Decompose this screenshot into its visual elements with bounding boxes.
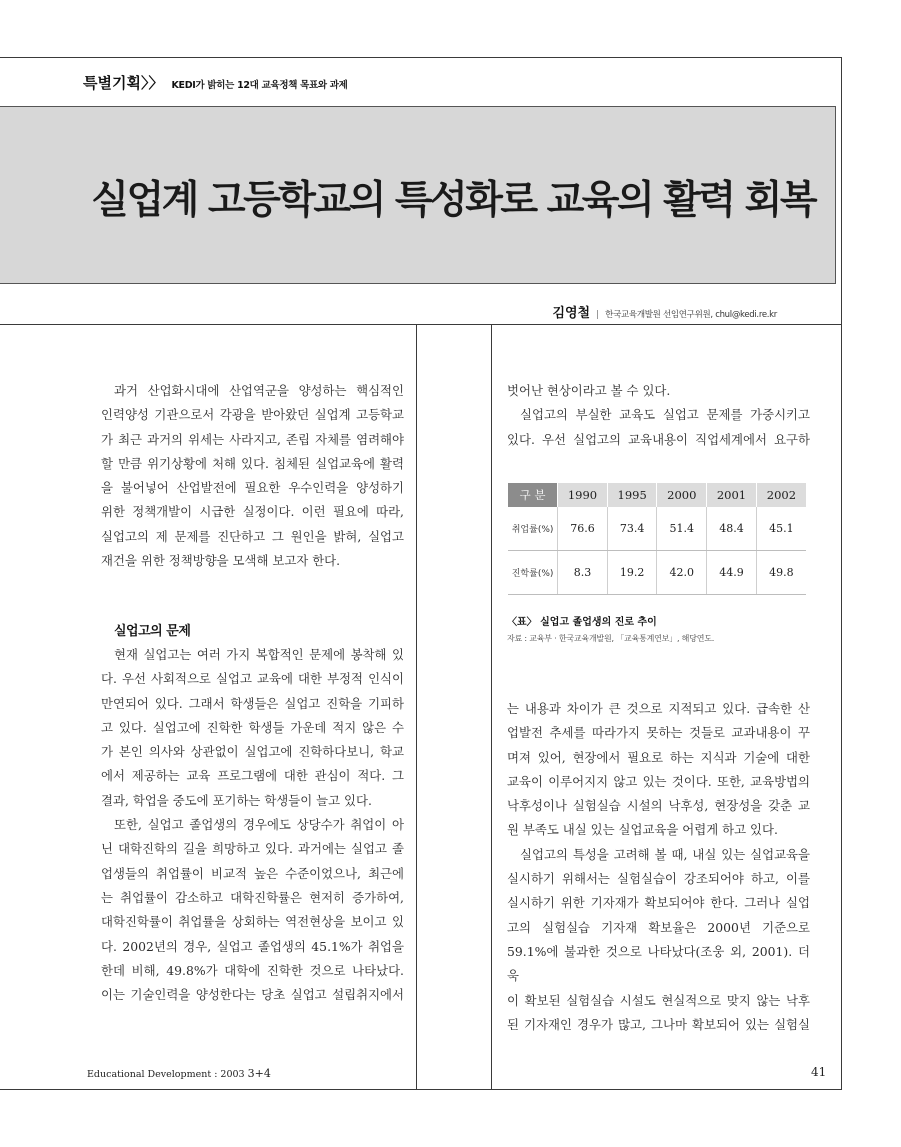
text-line: 원 부족도 내실 있는 실업교육을 어렵게 하고 있다.	[507, 822, 778, 838]
article-title: 실업계 고등학교의 특성화로 교육의 활력 회복	[91, 178, 815, 223]
text-line: 할 만큼 위기상황에 처해 있다. 침체된 실업교육에 활력	[101, 455, 404, 471]
text-line: 업생들의 취업률이 비교적 높은 수준이었으나, 최근에	[101, 865, 404, 881]
table-cell: 45.1	[756, 507, 806, 551]
text-line: 을 불어넣어 산업발전에 필요한 우수인력을 양성하기	[101, 480, 404, 496]
page-number: 41	[811, 1065, 827, 1079]
career-path-table	[508, 483, 806, 595]
text-line: 실업고의 부실한 교육도 실업고 문제를 가중시키고	[520, 407, 810, 423]
table-row	[508, 507, 806, 551]
text-line: 이 확보된 실험실습 시설도 현실적으로 맞지 않는 낙후	[507, 992, 810, 1008]
journal-issue: 3+4	[247, 1067, 271, 1080]
table-cell: 76.6	[558, 507, 608, 551]
author-rule	[0, 324, 842, 325]
table-cell: 51.4	[657, 507, 707, 551]
year-header: 2002	[756, 483, 806, 507]
left-column-body	[101, 643, 404, 1007]
table-header-row	[508, 483, 806, 507]
footer-journal	[87, 1067, 271, 1080]
text-line: 결과, 학업을 중도에 포기하는 학생들이 늘고 있다.	[101, 792, 372, 808]
left-column-intro	[101, 379, 404, 573]
text-line: 또한, 실업고 졸업생의 경우에도 상당수가 취업이 아	[114, 817, 404, 833]
year-header: 1990	[558, 483, 608, 507]
table-header-label: 구 분	[508, 483, 558, 507]
text-line: 업발전 추세를 따라가지 못하는 것들로 교과내용이 꾸	[507, 725, 810, 741]
section-label: 특별기획〉〉	[83, 74, 164, 92]
right-frame-rule	[841, 57, 842, 1090]
text-line: 대학진학률이 취업률을 상회하는 역전현상을 보이고 있	[101, 914, 404, 930]
table-cell: 48.4	[707, 507, 757, 551]
text-line: 된 기자재인 경우가 많고, 그나마 확보되어 있는 실험실	[507, 1016, 810, 1032]
table-cell: 8.3	[558, 551, 608, 595]
text-line: 가 최근 과거의 위세는 사라지고, 존립 자체를 염려해야	[101, 431, 404, 447]
table-row	[508, 551, 806, 595]
journal-name: Educational Development : 2003	[87, 1069, 245, 1080]
text-line: 이는 기술인력을 양성한다는 당초 실업고 설립취지에서	[101, 987, 404, 1003]
text-line: 실업고의 제 문제를 진단하고 그 원인을 밝혀, 실업고	[101, 528, 404, 544]
section-subtitle: KEDI가 밝히는 12대 교육정책 목표와 과제	[171, 80, 348, 91]
author-affiliation: 한국교육개발원 선임연구위원, chul@kedi.re.kr	[605, 310, 777, 320]
section-heading: 실업고의 문제	[114, 624, 191, 639]
table-cell: 49.8	[756, 551, 806, 595]
text-line: 만연되어 있다. 그래서 학생들은 실업고 진학을 기피하	[101, 695, 404, 711]
text-line: 며져 있어, 현장에서 필요로 하는 지식과 기술에 대한	[507, 749, 810, 765]
bottom-rule	[0, 1089, 842, 1090]
column-divider-right	[491, 324, 492, 1090]
title-banner	[0, 106, 836, 284]
text-line: 닌 대학진학의 길을 희망하고 있다. 과거에는 실업고 졸	[101, 841, 404, 857]
text-line: 다. 2002년의 경우, 실업고 졸업생의 45.1%가 취업을	[101, 938, 404, 954]
text-line: 있다. 우선 실업고의 교육내용이 직업세계에서 요구하	[507, 431, 810, 447]
text-line: 에서 제공하는 교육 프로그램에 대한 관심이 적다. 그	[101, 768, 404, 784]
table-cell: 19.2	[607, 551, 657, 595]
table-cell: 44.9	[707, 551, 757, 595]
text-line: 실시하기 위해서는 실험실습이 강조되어야 하고, 이를	[507, 871, 810, 887]
text-line: 는 내용과 차이가 큰 것으로 지적되고 있다. 급속한 산	[507, 701, 810, 716]
text-line: 고 있다. 실업고에 진학한 학생들 가운데 적지 않은 수	[101, 719, 404, 735]
text-line: 재건을 위한 정책방향을 모색해 보고자 한다.	[101, 553, 341, 569]
year-header: 2000	[657, 483, 707, 507]
text-line: 가 본인 의사와 상관없이 실업고에 진학하다보니, 학교	[101, 744, 404, 760]
text-line: 낙후성이나 실험실습 시설의 낙후성, 현장성을 갖춘 교	[507, 798, 810, 814]
text-line: 벗어난 현상이라고 볼 수 있다.	[507, 383, 671, 398]
text-line: 실업고의 특성을 고려해 볼 때, 내실 있는 실업교육을	[520, 846, 810, 862]
text-line: 현재 실업고는 여러 가지 복합적인 문제에 봉착해 있	[114, 647, 404, 662]
text-line: 인력양성 기관으로서 각광을 받아왔던 실업계 고등학교	[101, 407, 404, 423]
text-line: 59.1%에 불과한 것으로 나타났다(조웅 외, 2001). 더욱	[507, 943, 810, 984]
author-line	[552, 302, 777, 321]
year-header: 1995	[607, 483, 657, 507]
author-separator: |	[596, 310, 600, 320]
top-rule	[0, 57, 842, 58]
author-name: 김영철	[552, 306, 591, 321]
table-caption: 〈표〉 실업고 졸업생의 진로 추이	[507, 617, 657, 628]
column-divider-left	[416, 324, 417, 1090]
row-label: 진학률(%)	[508, 551, 558, 595]
text-line: 과거 산업화시대에 산업역군을 양성하는 핵심적인	[114, 383, 404, 398]
text-line: 위한 정책개발이 시급한 실정이다. 이런 필요에 따라,	[101, 504, 404, 520]
table-cell: 42.0	[657, 551, 707, 595]
text-line: 다. 우선 사회적으로 실업고 교육에 대한 부정적 인식이	[101, 671, 404, 687]
row-label: 취업률(%)	[508, 507, 558, 551]
section-header	[83, 72, 347, 93]
text-line: 교육이 이루어지지 않고 있는 것이다. 또한, 교육방법의	[507, 773, 810, 789]
text-line: 실시하기 위한 기자재가 확보되어야 한다. 그러나 실업	[507, 895, 810, 911]
year-header: 2001	[707, 483, 757, 507]
right-column-top	[507, 379, 810, 452]
table-cell: 73.4	[607, 507, 657, 551]
text-line: 는 취업률이 감소하고 대학진학률은 현저히 증가하여,	[101, 889, 404, 905]
text-line: 한데 비해, 49.8%가 대학에 진학한 것으로 나타났다.	[101, 962, 404, 978]
table-source: 자료 : 교육부 · 한국교육개발원, 「교육통계연보」, 해당연도.	[507, 634, 715, 643]
right-column-bottom	[507, 697, 810, 1037]
text-line: 고의 실험실습 기자재 확보율은 2000년 기준으로	[507, 919, 810, 935]
